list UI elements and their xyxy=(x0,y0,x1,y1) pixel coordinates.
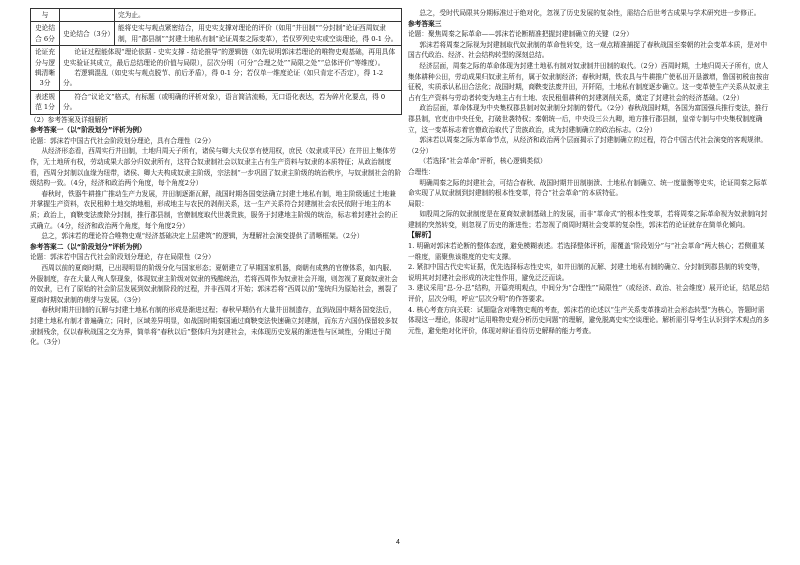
rubric-content: 符合“议论文”格式，有标题（或明确的评析对象），语言简洁流畅，无口语化表达，若为碎片化要点，得 0 分。 xyxy=(60,90,402,114)
thesis: 论题：郭沫若中国古代社会阶段划分理论，存在局限性（2分） xyxy=(30,253,215,262)
rubric-dimension: 与 xyxy=(31,9,60,22)
rubric-content: 能将史实与观点紧密结合，用史实支撑对理论的评价（如用“井田制”“分封制”论证西周奴隶制，用“郡县制”“封建土地私有制”论证周秦之际变革），若仅罗列史实或空谈理论，得 0-1 分。 xyxy=(115,22,402,46)
answer-heading: 参考答案三 xyxy=(408,19,442,28)
left-column xyxy=(30,8,402,348)
rubric-content-part: 若逻辑混乱（如史实与观点脱节、前后矛盾），得 0-1 分；若仅单一维度论证（如只肯定不否定），得 1-2 分。 xyxy=(63,69,384,88)
thesis: 论题：郭沫若中国古代社会阶段划分理论，具有合理性（2分） xyxy=(30,136,215,145)
rubric-content-part: 论证过程能体现“理论依据 - 史实支撑 - 结论推导”的逻辑链（如先说明郭沫若理论的唯物史观基础，再用具体史实验证其成立，最后总结理论的价值与局限），层次分明（可分“合理之处”“局限之处”“总体评价”等维度）。 xyxy=(63,48,396,67)
paragraph: 郭沫若将周秦之际视为封建制取代奴隶制的革命性转变，这一观点精准捕捉了春秋战国至秦朝的社会变革本质，是对中国古代政治、经济、社会结构转型的深刻总结。 xyxy=(408,40,768,60)
answer-heading: 参考答案一（以“阶段划分”评析为例） xyxy=(30,126,146,135)
table-row xyxy=(31,22,402,46)
rubric-dimension: 论证充分与逻辑清晰 3分 xyxy=(31,46,60,91)
right-column xyxy=(408,8,770,336)
paragraph: 从经济形态看，西周实行井田制，土地归周天子所有，诸侯与卿大夫仅享有使用权，庶民（奴隶或平民）在井田上集体劳作，无土地所有权，劳动成果大部分归奴隶所有，这符合奴隶制社会以奴隶主占有生产资料与奴隶的本质特征；从政治制度看，西周分封制以血缘为纽带，诸侯、卿大夫构成奴隶主阶级，宗法制“一步巩固了奴隶主阶级的统治秩序，与奴隶制社会的阶级结构一致。（4分，经济和政治两个角度，每个角度2分） xyxy=(30,147,402,188)
table-row xyxy=(31,9,402,22)
paragraph: 政治层面，革命体现为中央集权郡县制对奴隶制分封制的替代。（2分）春秋战国时期，各国为富国强兵推行变法，推行郡县制，官吏由中央任免，打破世袭特权；秦朝统一后，中央设三公九卿，地方推行郡县制，皇帝专制与中央集权制度确立，这一变革标志着官僚政治取代了贵族政治，成为封建制确立的政治标志。（2分） xyxy=(408,104,769,134)
paragraph: 经济层面，周秦之际的革命体现为封建土地私有制对奴隶制井田制的取代。（2分）西周时期，土地归周天子所有，庶人集体耕种公田，劳动成果归奴隶主所有，属于奴隶制经济；春秋时期，铁农具与牛耕推广使私田开垦激增，鲁国初税亩按亩征税，实质承认私田合法化；战国时期，商鞅变法废井田，开阡陌，土地私有制度逐步确立。这一变革使生产关系从奴隶主占有生产资料与劳动者转变为地主占有土地、农民租佃耕种的封建剥削关系，奠定了封建社会的经济基础。（2分） xyxy=(408,61,770,102)
rubric-content xyxy=(60,46,402,91)
paragraph: 春秋时，铁器牛耕推广推动生产力发展，井田制逐渐瓦解，战国时期各国变法确立封建土地私有制，地主阶级通过土地兼并掌握生产资料，农民租种土地交纳地租，形成地主与农民的剥削关系，这一生产关系符合封建制社会农民依附于地主的本质；政治上，商鞅变法废除分封制，推行郡县制，官僚制度取代世袭贵族，服务于封建地主阶级的统治，标志着封建社会的正式确立。（4分，经济和政治两个角度，每个角度2分） xyxy=(30,189,398,230)
page-number: 4 xyxy=(396,539,400,546)
subheading: 局限： xyxy=(408,199,429,208)
paragraph: 如殷周之际的奴隶制度是在夏商奴隶制基础上的发展，而非“革命式”的根本性变革，若将周秦之际革命视为奴隶制向封建制的突然转变，则忽视了历史的渐进性；若忽视了商周时期社会变革的复杂性，郭沫若的论证就存在简单化倾向。 xyxy=(408,210,768,229)
paragraph: 总之，郭沫若的理论符合唯物史观“经济基础决定上层建筑”的逻辑，为理解社会演变提供了清晰框架。（2分） xyxy=(41,232,364,241)
analysis-item: 3. 建议采用“总-分-总”结构，开篇亮明观点，中间分为“合理性”“局限性”（或经济、政治、社会维度）展开论证，结尾总结评价，层次分明，呼应“层次分明”的作答要求。 xyxy=(408,284,770,304)
analysis-item: 2. 紧扣中国古代史实证据，优先选择标志性史实，如井田制的瓦解、封建土地私有制的确立、分封制到郡县制的转变等，说明其对封建社会形成的决定性作用，避免泛泛而谈。 xyxy=(408,263,765,282)
rubric-dimension: 表述规范 1分 xyxy=(31,90,60,114)
paragraph: 明确周秦之际的封建社会，可结合春秋、战国时期井田制崩溃、土地私有制确立、统一度量衡等史实，论证周秦之际革命实现了从奴隶制到封建制的根本性变革，符合“社会革命”的本质特征。 xyxy=(408,178,768,198)
analysis-item: 4. 核心考查方向关联：试题隐含对唯物史观的考查，郭沫若的论述以“生产关系变革推动社会形态转型”为核心，答题时需体现这一理论，体现对“运用唯物史观分析历史问题”的理解，避免脱离史实空谈理论。解析需引导考生认识到学术观点的多元性，避免绝对化评价，体现对辩证看待历史解释的能力考查。 xyxy=(408,305,770,335)
table-row xyxy=(31,90,402,114)
rubric-dimension: 史论结合 6分 xyxy=(31,22,60,46)
rubric-content: 完为止。 xyxy=(115,9,402,22)
paragraph: 春秋时期井田制的瓦解与封建土地私有制的形成是渐进过程；春秋早期仍有大量井田制遗存，直到战国中期各国变法后，封建土地私有制才普遍确立；同时，区域差异明显，如战国时期秦国通过商鞅变法快速确立封建制，而东方六国仍保留较多奴隶制残余，仅以春秋战国之交为界，简单将“春秋以后”整体归为封建社会，未体现历史发展的渐进性与区域性，分期过于简化。（3分） xyxy=(30,306,398,347)
section-label: （2）参考答案及详细解析 xyxy=(30,115,108,124)
paragraph: 总之，受时代局限其分期标准过于绝对化，忽视了历史发展的复杂性，需结合后世考古成果与学术研究进一步修正。 xyxy=(419,9,761,17)
paragraph: （若选择“社会革命”评析，核心逻辑类似） xyxy=(419,157,547,166)
scoring-rubric-table xyxy=(30,8,402,115)
table-row xyxy=(31,46,402,91)
answer-heading: 参考答案二（以“阶段划分”评析为例） xyxy=(30,242,146,251)
analysis-item: 1. 明确对郭沫若论断的整体态度，避免模糊表述。若选择整体评析，需覆盖“阶段划分”与“社会革命”两大核心；若侧重某一维度，需聚焦该维度的史实支撑。 xyxy=(408,242,765,261)
subheading: 合理性： xyxy=(408,167,435,176)
analysis-heading: 【解析】 xyxy=(408,231,435,240)
thesis: 论题：聚焦周秦之际革命——郭沫若论断精准把握封建制确立的关键（2分） xyxy=(408,30,633,39)
paragraph: 郭沫若以周秦之际为革命节点，从经济和政治两个层面揭示了封建制确立的过程，符合中国古代社会演变的客观规律。（2分） xyxy=(408,136,768,155)
rubric-subdimension: 史论结合（3分） xyxy=(60,22,115,46)
paragraph: 西周以前的夏商时期，已出现明显的阶级分化与国家形态；夏朝建立了早期国家机器，商朝有成熟的官僚体系，如内服、外服制度，存在大量人殉人祭现象，体现奴隶主阶级对奴隶的残酷统治，若将西周作为奴隶社会开端，则忽视了夏商奴隶社会的奴隶，已有了原始的社会阶层发展到奴隶制阶段的过程，并非西周才开始；郭沫若将“西周以前”笼统归为原始社会，割裂了夏商时期奴隶制的萌芽与发展。（3分） xyxy=(30,263,398,304)
